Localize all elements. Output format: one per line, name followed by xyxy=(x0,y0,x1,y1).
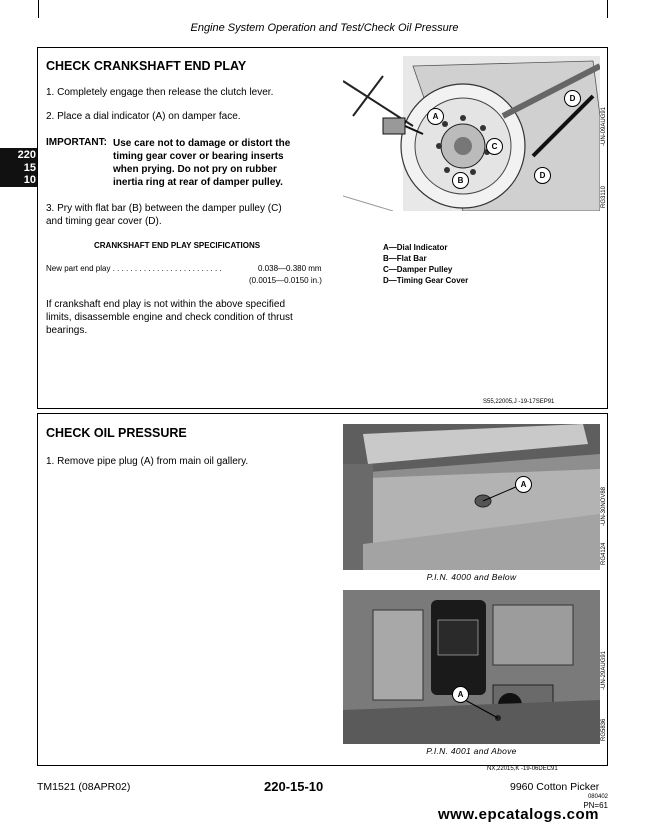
photo-1-code: RG4124 xyxy=(601,542,607,565)
spec-label: New part end play . . . . . . . . . . . . . . . . . . . . . . . . . xyxy=(46,264,222,273)
footer-pn: PN=61 xyxy=(583,801,608,810)
top-right-rule xyxy=(607,0,608,18)
oil-gallery-photo-1 xyxy=(343,424,600,570)
footer-date-code: 080402 xyxy=(587,794,608,800)
callout-d-top: D xyxy=(564,90,581,107)
closing-paragraph xyxy=(46,298,293,337)
step-3-line: 3. Pry with flat bar (B) between the damper pulley (C) xyxy=(46,203,282,214)
crankshaft-illustration xyxy=(343,56,600,211)
legend xyxy=(383,242,468,286)
section-title: CHECK OIL PRESSURE xyxy=(46,426,187,440)
photo-1-caption: P.I.N. 4000 and Below xyxy=(426,572,517,582)
photo-1-id-side: -UN-30NOV88 xyxy=(601,486,607,526)
side-tab-line-3: 10 xyxy=(23,174,36,186)
step-2: 2. Place a dial indicator (A) on damper face. xyxy=(46,111,241,122)
step-1: 1. Remove pipe plug (A) from main oil gallery. xyxy=(46,456,249,467)
important-text xyxy=(113,137,290,189)
step-3-line: and timing gear cover (D). xyxy=(46,216,162,227)
legend-item: D—Timing Gear Cover xyxy=(383,276,469,285)
photo-2-caption: P.I.N. 4001 and Above xyxy=(426,746,517,756)
important-line: when prying. Do not pry on rubber xyxy=(113,164,277,175)
reference-code-2 xyxy=(487,766,558,772)
footer-page-number: 220-15-10 xyxy=(264,779,324,794)
photo-2-id-side: -UN-29AUG91 xyxy=(601,650,607,690)
callout-d-bottom: D xyxy=(534,167,551,184)
step-1: 1. Completely engage then release the clutch lever. xyxy=(46,87,274,98)
legend-item: C—Damper Pulley xyxy=(383,265,453,274)
check-oil-pressure-section xyxy=(37,413,608,766)
spec-value-in: (0.0015—0.0150 in.) xyxy=(249,276,322,285)
watermark-link[interactable]: www.epcatalogs.com xyxy=(438,806,599,823)
crankshaft-drawing xyxy=(343,56,600,211)
spec-value-mm: 0.038—0.380 mm xyxy=(258,264,322,273)
image-code: RG3110 xyxy=(601,186,607,208)
reference-date: -19-06DEC91 xyxy=(521,766,558,772)
spec-heading: CRANKSHAFT END PLAY SPECIFICATIONS xyxy=(94,241,261,250)
callout-a: A xyxy=(515,476,532,493)
photo-2-drawing xyxy=(343,590,600,744)
callout-b: B xyxy=(452,172,469,189)
footer-manual-id: TM1521 (08APR02) xyxy=(37,781,131,793)
reference-id: NX,22015,K xyxy=(487,766,520,772)
step-3 xyxy=(46,202,282,228)
side-tab-line-2: 15 xyxy=(23,161,36,174)
oil-gallery-photo-2 xyxy=(343,590,600,744)
important-line: Use care not to damage or distort the xyxy=(113,138,291,149)
image-id-side: -UN-09AUG91 xyxy=(601,106,607,146)
page-header-title: Engine System Operation and Test/Check Oil Pressure xyxy=(190,22,459,34)
section-side-tab xyxy=(0,148,38,187)
important-line: inertia ring at rear of damper pulley. xyxy=(113,177,283,188)
important-label: IMPORTANT: xyxy=(46,137,107,148)
reference-code xyxy=(483,399,554,405)
reference-date: -19-17SEP91 xyxy=(518,399,555,405)
footer-model: 9960 Cotton Picker xyxy=(510,781,600,793)
callout-c: C xyxy=(486,138,503,155)
callout-a: A xyxy=(427,108,444,125)
section-title: CHECK CRANKSHAFT END PLAY xyxy=(46,59,247,73)
legend-item: A—Dial Indicator xyxy=(383,243,448,252)
side-tab-line-1: 220 xyxy=(17,149,36,161)
photo-2-code: RG5836 xyxy=(601,718,607,741)
closing-line: limits, disassemble engine and check condition of thrust xyxy=(46,312,293,323)
top-left-rule xyxy=(38,0,39,18)
legend-item: B—Flat Bar xyxy=(383,254,427,263)
reference-id: S55,22005,J xyxy=(483,399,517,405)
photo-1-drawing xyxy=(343,424,600,570)
important-line: timing gear cover or bearing inserts xyxy=(113,151,284,162)
closing-line: If crankshaft end play is not within the above specified xyxy=(46,299,286,310)
crankshaft-end-play-section xyxy=(37,47,608,409)
closing-line: bearings. xyxy=(46,325,88,336)
callout-a: A xyxy=(452,686,469,703)
